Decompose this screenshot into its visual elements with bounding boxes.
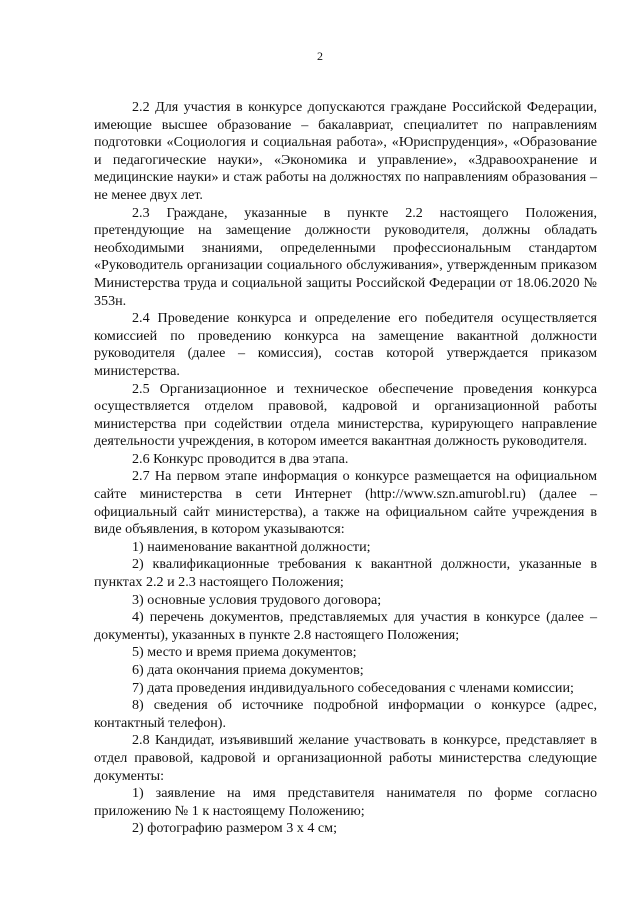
- list-item: 6) дата окончания приема документов;: [132, 662, 364, 678]
- list-item: 7) дата проведения индивидуального собеседования с членами комиссии;: [132, 679, 574, 696]
- list-item: 8) сведения об источнике подробной информации о конкурсе (адрес, контактный телефон).: [94, 697, 597, 731]
- list-item: 1) наименование вакантной должности;: [132, 538, 371, 555]
- page-number: 2: [317, 49, 323, 63]
- paragraph-2-5: 2.5 Организационное и техническое обеспечение проведения конкурса осуществляется отделом правовой, кадровой и организационной работы министерства при содействии отдела министерства, курирующего направление деятельности учреждения, в котором имеется вакантная должность руководителя.: [94, 380, 597, 450]
- list-item: 2) фотографию размером 3 х 4 см;: [132, 820, 337, 837]
- paragraph-2-7: 2.7 На первом этапе информация о конкурсе размещается на официальном сайте министерства в сети Интернет (http://www.szn.amurobl.ru) (далее – официальный сайт министерства), а также на официальном сайте учреждения в виде объявления, в котором указываются:: [94, 468, 597, 538]
- paragraph-2-3: 2.3 Граждане, указанные в пункте 2.2 настоящего Положения, претендующие на замещение должности руководителя, должны обладать необходимыми знаниями, определенными профессиональным стандартом «Руководитель организации социального обслуживания», утвержденным приказом Министерства труда и социальной защиты Российской Федерации от 18.06.2020 № 353н.: [94, 204, 597, 309]
- paragraph-2-8: 2.8 Кандидат, изъявивший желание участвовать в конкурсе, представляет в отдел правовой, кадровой и организационной работы министерства следующие документы:: [94, 732, 597, 784]
- list-item: 5) место и время приема документов;: [132, 644, 357, 661]
- paragraph-2-6: 2.6 Конкурс проводится в два этапа.: [132, 450, 349, 467]
- document-body: [94, 99, 597, 838]
- list-item: 4) перечень документов, представляемых для участия в конкурсе (далее – документы), указанных в пункте 2.8 настоящего Положения;: [94, 609, 597, 643]
- list-item: 2) квалификационные требования к вакантной должности, указанные в пунктах 2.2 и 2.3 настоящего Положения;: [94, 556, 597, 591]
- list-item: 3) основные условия трудового договора;: [132, 591, 382, 608]
- list-item: 1) заявление на имя представителя нанимателя по форме согласно приложению № 1 к настоящему Положению;: [94, 785, 597, 819]
- paragraph-2-4: 2.4 Проведение конкурса и определение его победителя осуществляется комиссией по проведению конкурса на замещение вакантной должности руководителя (далее – комиссия), состав которой утверждается приказом министерства.: [94, 310, 597, 379]
- paragraph-2-2: 2.2 Для участия в конкурсе допускаются граждане Российской Федерации, имеющие высшее образование – бакалавриат, специалитет по направлениям подготовки «Социология и социальная работа», «Юриспруденция», «Образование и педагогические науки», «Экономика и управление», «Здравоохранение и медицинские науки» и стаж работы на должностях по направлениям образования – не менее двух лет.: [94, 99, 597, 203]
